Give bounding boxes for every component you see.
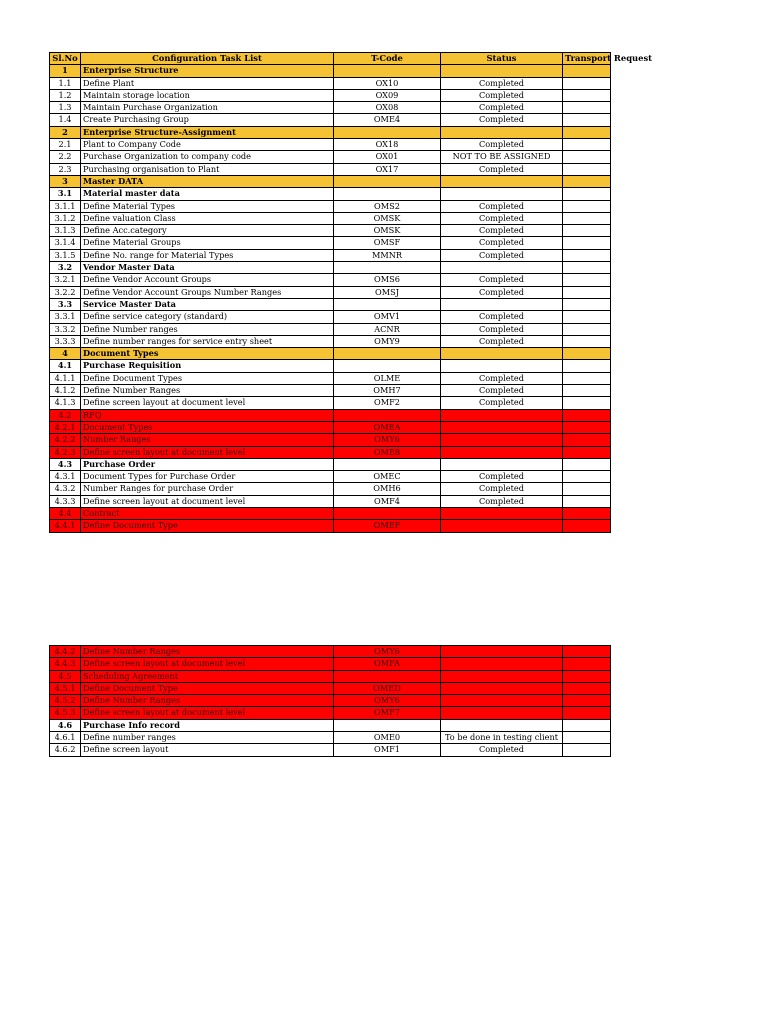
cell-transport-request [563,348,611,360]
cell-transport-request [563,151,611,163]
table-row [50,421,611,433]
cell-sl-no: 3.3.1 [50,311,81,323]
cell-sl-no: 4.3.1 [50,471,81,483]
cell-sl-no: 3.2.2 [50,286,81,298]
cell-transport-request [563,707,611,719]
cell-sl-no: 3.3 [50,298,81,310]
cell-status: Completed [441,385,563,397]
cell-task: Maintain storage location [81,89,334,101]
cell-task: Enterprise Structure [81,65,334,77]
cell-t-code [334,262,441,274]
cell-t-code: OMF7 [334,707,441,719]
table-row [50,385,611,397]
cell-task: Define screen layout at document level [81,707,334,719]
table-row [50,458,611,470]
cell-sl-no: 4.3 [50,458,81,470]
table-row [50,495,611,507]
cell-sl-no: 4.5 [50,670,81,682]
cell-sl-no: 4.6.2 [50,744,81,756]
cell-t-code: OMY6 [334,434,441,446]
cell-task: Vendor Master Data [81,262,334,274]
cell-transport-request [563,471,611,483]
cell-transport-request [563,311,611,323]
cell-transport-request [563,658,611,670]
cell-task: Document Types [81,421,334,433]
cell-task: Define screen layout [81,744,334,756]
config-task-table [49,52,653,533]
cell-sl-no: 4.1 [50,360,81,372]
cell-status: Completed [441,495,563,507]
cell-t-code: OMF1 [334,744,441,756]
cell-transport-request [563,163,611,175]
table-row [50,77,611,89]
table-row [50,670,611,682]
cell-sl-no: 2.3 [50,163,81,175]
cell-task: Define Number Ranges [81,385,334,397]
cell-status: Completed [441,89,563,101]
cell-transport-request [563,77,611,89]
cell-transport-request [563,126,611,138]
cell-sl-no: 4.5.2 [50,695,81,707]
cell-sl-no: 3.1.5 [50,249,81,261]
cell-sl-no: 4.1.3 [50,397,81,409]
table-row [50,225,611,237]
table-row [50,175,611,187]
table-row [50,446,611,458]
table-row [50,507,611,519]
config-task-table-continued [49,645,611,757]
cell-task: Define Document Type [81,520,334,532]
cell-t-code [334,348,441,360]
cell-sl-no: 4.1.2 [50,385,81,397]
cell-status: Completed [441,323,563,335]
cell-task: Define screen layout at document level [81,495,334,507]
config-task-table-continued-body [50,646,611,757]
cell-status [441,262,563,274]
cell-status [441,520,563,532]
table-row [50,262,611,274]
cell-status [441,188,563,200]
cell-transport-request [563,385,611,397]
table-row [50,311,611,323]
cell-t-code [334,458,441,470]
cell-task: RFQ [81,409,334,421]
cell-t-code [334,298,441,310]
cell-task: Material master data [81,188,334,200]
cell-status [441,65,563,77]
table-row [50,434,611,446]
table-row [50,695,611,707]
cell-t-code [334,670,441,682]
table-header-row [50,53,611,65]
cell-task: Purchase Order [81,458,334,470]
cell-transport-request [563,434,611,446]
cell-status [441,458,563,470]
header-transport-request: Transport Request [563,53,611,65]
cell-transport-request [563,237,611,249]
cell-transport-request [563,65,611,77]
cell-sl-no: 4.2.2 [50,434,81,446]
cell-sl-no: 4.5.1 [50,682,81,694]
table-row [50,409,611,421]
cell-task: Document Types [81,348,334,360]
table-row [50,200,611,212]
cell-transport-request [563,286,611,298]
cell-t-code: OX01 [334,151,441,163]
cell-t-code: OX08 [334,102,441,114]
cell-task: Define screen layout at document level [81,658,334,670]
table-row [50,335,611,347]
cell-status: Completed [441,372,563,384]
table-row [50,372,611,384]
header-t-code: T-Code [334,53,441,65]
cell-task: Define number ranges for service entry sheet [81,335,334,347]
cell-task: Define Vendor Account Groups Number Ranges [81,286,334,298]
table-row [50,520,611,532]
cell-task: Define Plant [81,77,334,89]
cell-task: Service Master Data [81,298,334,310]
cell-sl-no: 4.5.3 [50,707,81,719]
cell-sl-no: 4.2 [50,409,81,421]
cell-sl-no: 2.1 [50,139,81,151]
cell-task: Number Ranges [81,434,334,446]
cell-task: Purchasing organisation to Plant [81,163,334,175]
cell-t-code: OME8 [334,446,441,458]
cell-transport-request [563,495,611,507]
cell-t-code: OMF2 [334,397,441,409]
cell-sl-no: 2 [50,126,81,138]
cell-status [441,298,563,310]
cell-t-code: OMSF [334,237,441,249]
cell-transport-request [563,458,611,470]
cell-t-code: OMF4 [334,495,441,507]
cell-task: Number Ranges for purchase Order [81,483,334,495]
table-row [50,732,611,744]
cell-sl-no: 4.6.1 [50,732,81,744]
cell-sl-no: 2.2 [50,151,81,163]
cell-task: Define Acc.category [81,225,334,237]
table-row [50,126,611,138]
cell-status: Completed [441,335,563,347]
cell-transport-request [563,212,611,224]
cell-sl-no: 4.6 [50,719,81,731]
cell-status [441,658,563,670]
cell-status: Completed [441,139,563,151]
cell-t-code: OMY6 [334,695,441,707]
cell-task: Define screen layout at document level [81,397,334,409]
cell-transport-request [563,670,611,682]
cell-transport-request [563,102,611,114]
cell-sl-no: 3.3.2 [50,323,81,335]
cell-transport-request [563,262,611,274]
cell-sl-no: 4.1.1 [50,372,81,384]
cell-t-code: OLME [334,372,441,384]
cell-sl-no: 3.1.3 [50,225,81,237]
cell-t-code: OME4 [334,114,441,126]
cell-status [441,646,563,658]
cell-task: Enterprise Structure-Assignment [81,126,334,138]
table-row [50,188,611,200]
cell-task: Purchase Info record [81,719,334,731]
cell-transport-request [563,744,611,756]
cell-t-code: OMSK [334,212,441,224]
cell-t-code: OMV1 [334,311,441,323]
cell-status: Completed [441,744,563,756]
table-row [50,397,611,409]
cell-t-code: OMH6 [334,483,441,495]
cell-task: Define Number ranges [81,323,334,335]
cell-status: To be done in testing client [441,732,563,744]
cell-transport-request [563,360,611,372]
cell-t-code: ACNR [334,323,441,335]
cell-task: Define service category (standard) [81,311,334,323]
cell-transport-request [563,397,611,409]
cell-task: Define Vendor Account Groups [81,274,334,286]
cell-status [441,434,563,446]
cell-t-code [334,409,441,421]
cell-sl-no: 4.4 [50,507,81,519]
cell-status [441,446,563,458]
cell-transport-request [563,732,611,744]
cell-transport-request [563,89,611,101]
cell-task: Contract [81,507,334,519]
table-row [50,646,611,658]
cell-t-code: OMY6 [334,646,441,658]
cell-status: NOT TO BE ASSIGNED [441,151,563,163]
cell-t-code: OME0 [334,732,441,744]
table-row [50,348,611,360]
cell-t-code: OMFA [334,658,441,670]
cell-transport-request [563,409,611,421]
cell-task: Plant to Company Code [81,139,334,151]
cell-sl-no: 3.3.3 [50,335,81,347]
cell-status [441,670,563,682]
cell-t-code: OMEC [334,471,441,483]
cell-sl-no: 4.4.1 [50,520,81,532]
cell-transport-request [563,446,611,458]
cell-t-code [334,126,441,138]
cell-task: Master DATA [81,175,334,187]
cell-task: Scheduling Agreement [81,670,334,682]
table-row [50,237,611,249]
cell-t-code: OX09 [334,89,441,101]
cell-sl-no: 4.2.3 [50,446,81,458]
cell-sl-no: 4.4.3 [50,658,81,670]
cell-transport-request [563,323,611,335]
table-row [50,151,611,163]
table-row [50,139,611,151]
table-row [50,360,611,372]
table-row [50,274,611,286]
cell-sl-no: 3.1 [50,188,81,200]
cell-transport-request [563,372,611,384]
cell-status [441,126,563,138]
cell-status [441,348,563,360]
header-task-list: Configuration Task List [81,53,334,65]
cell-status: Completed [441,102,563,114]
cell-task: Purchase Organization to company code [81,151,334,163]
cell-status: Completed [441,212,563,224]
cell-transport-request [563,249,611,261]
cell-status [441,707,563,719]
cell-transport-request [563,520,611,532]
cell-sl-no: 3.2.1 [50,274,81,286]
table-row [50,65,611,77]
cell-status [441,360,563,372]
cell-task: Define number ranges [81,732,334,744]
cell-task: Define Number Ranges [81,695,334,707]
cell-sl-no: 3.1.2 [50,212,81,224]
cell-sl-no: 4.4.2 [50,646,81,658]
cell-sl-no: 1.4 [50,114,81,126]
cell-transport-request [563,335,611,347]
cell-t-code: OMS6 [334,274,441,286]
cell-transport-request [563,695,611,707]
cell-transport-request [563,188,611,200]
cell-task: Define Document Types [81,372,334,384]
cell-status [441,421,563,433]
cell-t-code [334,507,441,519]
table-row [50,298,611,310]
config-task-table-body [50,53,653,533]
table-row [50,707,611,719]
cell-transport-request [563,421,611,433]
cell-transport-request [563,114,611,126]
table-row [50,89,611,101]
header-status: Status [441,53,563,65]
cell-sl-no: 4.3.3 [50,495,81,507]
cell-t-code [334,360,441,372]
cell-sl-no: 4.2.1 [50,421,81,433]
cell-t-code [334,65,441,77]
cell-status: Completed [441,225,563,237]
cell-transport-request [563,507,611,519]
cell-t-code: OMEF [334,520,441,532]
cell-t-code: OMED [334,682,441,694]
table-row [50,102,611,114]
table-row [50,286,611,298]
table-row [50,682,611,694]
cell-transport-request [563,682,611,694]
cell-status [441,695,563,707]
cell-status [441,175,563,187]
cell-t-code: OX17 [334,163,441,175]
cell-t-code: OMEA [334,421,441,433]
cell-task: Define No. range for Material Types [81,249,334,261]
table-row [50,323,611,335]
cell-sl-no: 1.3 [50,102,81,114]
cell-task: Define Document Type [81,682,334,694]
cell-sl-no: 3.1.1 [50,200,81,212]
cell-status: Completed [441,471,563,483]
cell-status [441,409,563,421]
cell-task: Maintain Purchase Organization [81,102,334,114]
table-row [50,163,611,175]
cell-task: Purchase Requisition [81,360,334,372]
cell-sl-no: 1 [50,65,81,77]
cell-transport-request [563,175,611,187]
cell-sl-no: 1.1 [50,77,81,89]
cell-status [441,682,563,694]
cell-sl-no: 4 [50,348,81,360]
table-row [50,658,611,670]
cell-sl-no: 1.2 [50,89,81,101]
cell-t-code [334,175,441,187]
cell-status: Completed [441,483,563,495]
cell-t-code: OMSJ [334,286,441,298]
cell-task: Define valuation Class [81,212,334,224]
cell-status: Completed [441,237,563,249]
cell-task: Define Number Ranges [81,646,334,658]
cell-status: Completed [441,249,563,261]
cell-t-code [334,719,441,731]
cell-transport-request [563,200,611,212]
cell-t-code: MMNR [334,249,441,261]
header-sl-no: Sl.No [50,53,81,65]
cell-status [441,507,563,519]
cell-status [441,719,563,731]
cell-sl-no: 3.1.4 [50,237,81,249]
table-row [50,719,611,731]
cell-status: Completed [441,200,563,212]
cell-transport-request [563,298,611,310]
cell-transport-request [563,646,611,658]
cell-sl-no: 4.3.2 [50,483,81,495]
cell-sl-no: 3 [50,175,81,187]
cell-t-code: OX18 [334,139,441,151]
cell-transport-request [563,719,611,731]
cell-status: Completed [441,163,563,175]
cell-transport-request [563,139,611,151]
cell-t-code: OX10 [334,77,441,89]
cell-status: Completed [441,114,563,126]
table-row [50,212,611,224]
table-row [50,249,611,261]
cell-status: Completed [441,311,563,323]
cell-t-code [334,188,441,200]
cell-t-code: OMS2 [334,200,441,212]
cell-t-code: OMY9 [334,335,441,347]
cell-task: Create Purchasing Group [81,114,334,126]
cell-status: Completed [441,274,563,286]
cell-task: Define Material Groups [81,237,334,249]
cell-task: Define screen layout at document level [81,446,334,458]
table-row [50,483,611,495]
cell-status: Completed [441,77,563,89]
cell-status: Completed [441,286,563,298]
cell-task: Define Material Types [81,200,334,212]
cell-status: Completed [441,397,563,409]
cell-t-code: OMH7 [334,385,441,397]
cell-task: Document Types for Purchase Order [81,471,334,483]
table-row [50,744,611,756]
table-row [50,471,611,483]
cell-transport-request [563,274,611,286]
cell-t-code: OMSK [334,225,441,237]
table-row [50,114,611,126]
cell-sl-no: 3.2 [50,262,81,274]
cell-transport-request [563,483,611,495]
cell-transport-request [563,225,611,237]
